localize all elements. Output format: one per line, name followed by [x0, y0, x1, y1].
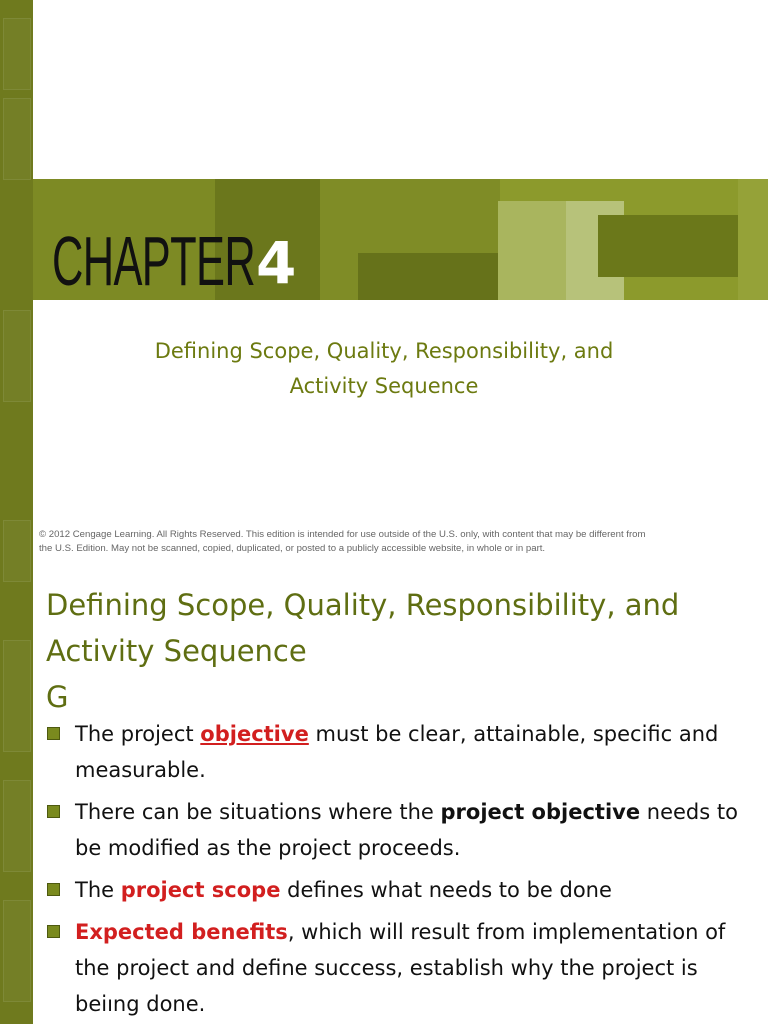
- list-item: [46, 872, 746, 908]
- chapter-number: 4: [256, 229, 297, 297]
- bullet-emphasis: project objective: [440, 800, 641, 824]
- bullet-text: needs to be modified as the project proceeds.: [75, 800, 738, 860]
- copyright-line: © 2012 Cengage Learning. All Rights Reserved. This edition is intended for use outside of the U.S. only, with content that may be different from: [39, 529, 646, 540]
- subtitle-line: Defining Scope, Quality, Responsibility, and: [154, 339, 614, 363]
- bullet-emphasis: project scope: [120, 878, 281, 902]
- bullet-emphasis: Expected benefits: [75, 920, 288, 944]
- bullet-text: , which will result from implementation of the project and define success, establish why the project is beiıng done.: [75, 920, 726, 1016]
- bullet-square-icon: [47, 727, 60, 740]
- title-line: Activity Sequence: [46, 634, 307, 668]
- bullet-list: [46, 716, 746, 1028]
- bullet-text: There can be situations where the: [75, 800, 441, 824]
- bullet-square-icon: [47, 805, 60, 818]
- subtitle-line: Activity Sequence: [289, 374, 479, 398]
- title-line: Defining Scope, Quality, Responsibility, and: [46, 588, 680, 622]
- bullet-square-icon: [47, 883, 60, 896]
- list-item: [46, 794, 746, 866]
- copyright-notice: [39, 528, 729, 556]
- left-decorative-band: [0, 0, 33, 1024]
- slide1-subtitle: [33, 334, 735, 404]
- list-item: [46, 716, 746, 788]
- bullet-text: defines what needs to be done: [280, 878, 612, 902]
- bullet-square-icon: [47, 925, 60, 938]
- bullet-text: must be clear, attainable, specific and measurable.: [75, 722, 719, 782]
- list-item: [46, 914, 746, 1022]
- chapter-word: CHAPTER: [52, 222, 256, 300]
- slide2-title: [46, 582, 746, 720]
- bullet-text: The project: [75, 722, 201, 746]
- title-line: G: [46, 680, 69, 714]
- bullet-emphasis: objective: [200, 722, 309, 746]
- bullet-text: The: [75, 878, 121, 902]
- copyright-line: the U.S. Edition. May not be scanned, copied, duplicated, or posted to a publicly accessible website, in whole or in part.: [39, 543, 546, 554]
